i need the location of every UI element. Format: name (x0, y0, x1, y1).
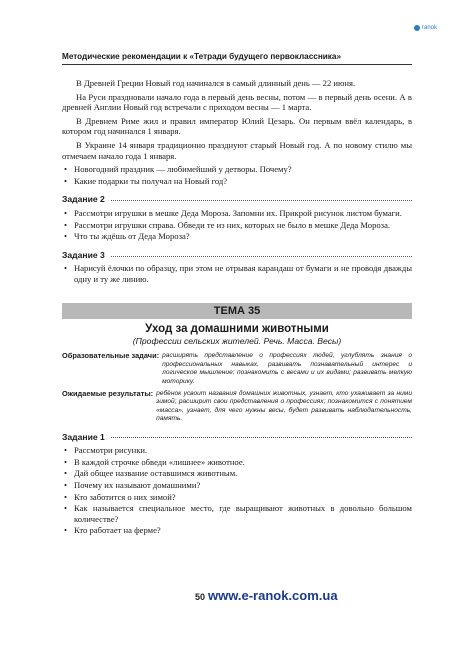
goal-text: ребёнок усвоит названия домашних животных, узнает, кто ухаживает за ними зимой; расширит свои представления о профессиях; познакомится с понятием «масса», узнает, для чего нужны весы, будет развивать наблюдательность, память. (156, 389, 412, 423)
task-label: Задание 1 (62, 431, 105, 442)
list-item: • Новогодний праздник — любимейший у детворы. Почему? (62, 164, 412, 175)
task-3-heading (62, 250, 412, 261)
list-item: • В каждой строчке обведи «лишнее» животное. (62, 457, 412, 468)
goal-label: Ожидаемые результаты: (62, 388, 154, 398)
task-2-heading (62, 194, 412, 205)
page-footer (195, 588, 338, 603)
intro-paragraph: В Древней Греции Новый год начинался в самый длинный день — 22 июня. (76, 78, 356, 88)
goal-label: Образовательные задачи: (62, 351, 160, 361)
list-item: • Кто заботится о них зимой? (62, 492, 412, 503)
list-item: • Кто работает на ферме? (62, 525, 412, 536)
dotted-divider (111, 256, 412, 257)
intro-paragraph: В Древнем Риме жил и правил император Юлий Цезарь. Он первым ввёл календарь, в котором год начинался 1 января. (62, 115, 412, 137)
task-label: Задание 3 (62, 249, 105, 260)
task-2-list (62, 208, 412, 242)
task-label: Задание 2 (62, 194, 105, 205)
dotted-divider (111, 200, 412, 201)
task-1-list (62, 445, 412, 536)
intro-paragraph: В Украине 14 января традиционно празднуют старый Новый год. А по новому стилю мы отмечаем начало года 1 января. (62, 139, 412, 161)
page-number: 50 (195, 592, 206, 602)
publisher-logo (414, 25, 437, 31)
logo-text: ranok (421, 25, 437, 31)
theme-label-bar: ТЕМА 35 (62, 303, 412, 320)
list-item: • Рассмотри рисунки. (62, 445, 412, 456)
site-link[interactable]: www.e-ranok.com.ua (208, 588, 338, 603)
goal-text: расширять представление о профессиях людей, углублять знания о профессиональных навыках, развивать познавательный интерес и логическое мышление; познакомить с весами и их видами; развивать мелкую моторику. (162, 352, 412, 385)
list-item: • Рассмотри игрушки в мешке Деда Мороза. Запомни их. Прикрой рисунок листом бумаги. (62, 208, 412, 219)
educational-goals (62, 352, 412, 386)
theme-title: Уход за домашними животными (145, 323, 329, 336)
intro-paragraph: На Руси праздновали начало года в первый день весны, потом — в первый день осени. А в древней Англии Новый год встречали с приходом весны — 1 марта. (62, 91, 412, 113)
list-item: • Что ты ждёшь от Деда Мороза? (62, 231, 412, 242)
list-item: • Какие подарки ты получал на Новый год? (62, 176, 412, 187)
list-item: • Как называется специальное место, где выращивают животных в довольно большом количестве? (62, 503, 412, 524)
theme-subtitle: (Профессии сельских жителей. Речь. Масса. Весы) (132, 335, 342, 346)
list-item: • Рассмотри игрушки справа. Обведи те из них, которых не было в мешке Деда Мороза. (62, 220, 412, 231)
task-3-list (62, 263, 412, 284)
page-header: Методические рекомендации к «Тетради будущего первоклассника» (62, 52, 412, 65)
list-item: • Почему их называют домашними? (62, 480, 412, 491)
page-content (62, 78, 412, 537)
logo-mark-icon (414, 25, 420, 31)
expected-results (62, 390, 412, 424)
intro-bullets (62, 164, 412, 186)
list-item: • Дай общее название оставшимся животным. (62, 468, 412, 479)
dotted-divider (111, 437, 412, 438)
list-item: • Нарисуй ёлочки по образцу, при этом не отрывая карандаш от бумаги и не проводя дважды одну и ту же линию. (62, 263, 412, 284)
task-1-heading (62, 432, 412, 443)
